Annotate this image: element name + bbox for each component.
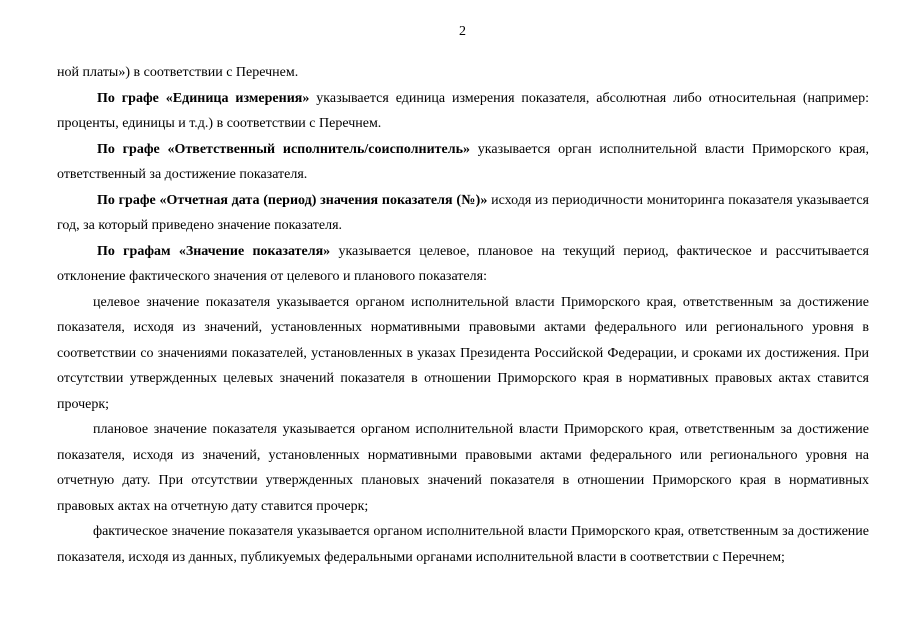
paragraph-lead: По графе «Отчетная дата (период) значения показателя (№)» bbox=[97, 192, 488, 208]
paragraph-lead: По графе «Ответственный исполнитель/соисполнитель» bbox=[97, 141, 470, 157]
paragraph-lead: По графе «Единица измерения» bbox=[97, 90, 310, 106]
paragraph-report-date-column bbox=[57, 188, 869, 239]
paragraph-unit-column bbox=[57, 86, 869, 137]
paragraph-text: целевое значение показателя указывается органом исполнительной власти Приморского края, ответственным за достижение показателя, исходя из значений, установленных нормативными правовыми актами федерального или регионального уровня в соответствии со значениями показателей, установленных в указах Президента Российской Федерации, и сроками их достижения. При отсутствии утвержденных целевых значений показателя в отношении Приморского края в нормативных правовых актах ставится прочерк; bbox=[57, 294, 869, 412]
paragraph-continuation bbox=[57, 60, 869, 86]
paragraph-actual-value bbox=[57, 519, 869, 570]
paragraph-indicator-value-columns bbox=[57, 239, 869, 290]
paragraph-planned-value bbox=[57, 417, 869, 519]
paragraph-text: указывается единица измерения показателя, абсолютная либо относительная (например: проценты, единицы и т.д.) в соответствии с Перечнем. bbox=[57, 90, 870, 131]
page-number: 2 bbox=[459, 24, 466, 39]
paragraph-text: плановое значение показателя указывается органом исполнительной власти Приморского края, ответственным за достижение показателя, исходя из значений, установленных нормативными правовыми актами федерального или регионального уровня на отчетную дату. При отсутствии утвержденных плановых значений показателя в отношении Приморского края в нормативных правовых актах на отчетную дату ставится прочерк; bbox=[57, 422, 869, 514]
paragraph-text: исходя из периодичности мониторинга показателя указывается год, за который приведено значение показателя. bbox=[57, 192, 869, 233]
paragraph-text: фактическое значение показателя указывается органом исполнительной власти Приморского края, ответственным за достижение показателя, исходя из данных, публикуемых федеральными органами исполнительной власти в соответствии с Перечнем; bbox=[57, 524, 869, 565]
paragraph-lead: По графам «Значение показателя» bbox=[97, 243, 331, 259]
document-body bbox=[57, 60, 869, 570]
paragraph-responsible-column bbox=[57, 137, 869, 188]
paragraph-target-value bbox=[57, 290, 869, 418]
paragraph-text: указывается орган исполнительной власти Приморского края, ответственный за достижение показателя. bbox=[57, 141, 869, 182]
paragraph-text: указывается целевое, плановое на текущий период, фактическое и рассчитывается отклонение фактического значения от целевого и планового показателя: bbox=[57, 243, 870, 284]
paragraph-text: ной платы») в соответствии с Перечнем. bbox=[57, 65, 299, 80]
